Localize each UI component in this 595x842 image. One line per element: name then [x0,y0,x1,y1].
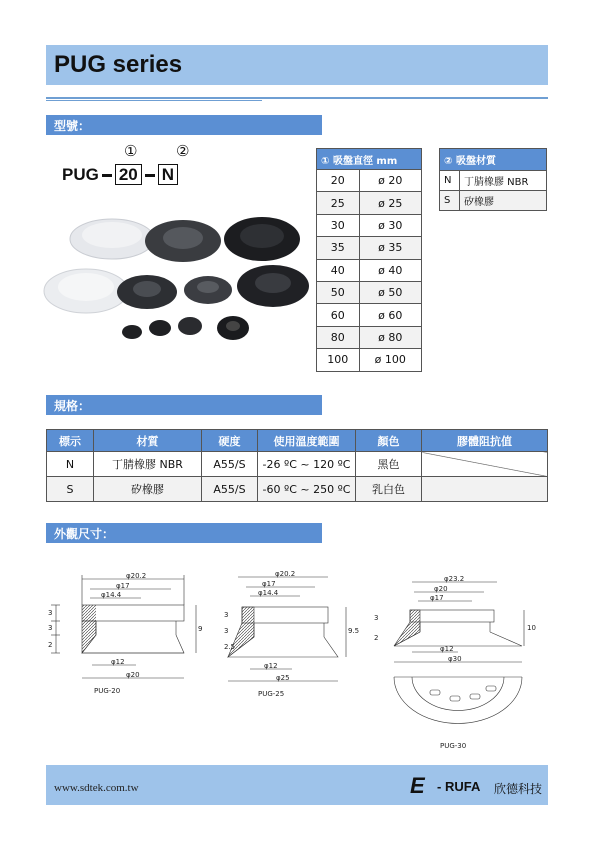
table-cell: 60 [317,304,360,326]
table-cell: S [440,191,460,211]
footer [46,765,548,805]
table-cell: A55/S [202,477,258,502]
diameter-table [316,148,422,372]
table-cell: 35 [317,237,360,259]
technical-drawing [220,565,360,705]
footer-url[interactable]: www.sdtek.com.tw [54,782,139,794]
brand-logo-name: - RUFA [437,779,481,794]
table-cell: 乳白色 [356,477,422,502]
dim-label: 3 [224,611,229,619]
table-cell: -26 ºC ~ 120 ºC [258,452,356,477]
table-cell: 80 [317,326,360,348]
table-cell: ø 30 [359,214,421,236]
section-dimensions: 外觀尺寸： [46,523,322,543]
spec-header: 使用溫度範圍 [258,430,356,452]
product-photo [40,205,310,365]
table-cell: N [47,452,94,477]
dim-label: φ17 [262,580,276,588]
table-cell: 50 [317,281,360,303]
material-table [439,148,547,211]
spec-header: 顏色 [356,430,422,452]
diameter-table-header: ① 吸盤直徑 mm [317,149,422,170]
model-material-box: N [158,164,178,185]
section-model: 型號： [46,115,322,135]
dim-label: φ17 [430,594,444,602]
title-divider [46,97,548,99]
dim-label: φ20 [126,671,140,679]
empty-cell [422,477,548,502]
dim-label: φ20.2 [275,570,296,578]
table-cell: ø 20 [359,170,421,192]
model-prefix: PUG [62,165,99,184]
model-code [62,164,178,185]
table-cell: N [440,171,460,191]
company-name: 欣德科技 [494,782,543,796]
material-table-header: ② 吸盤材質 [440,149,547,171]
table-cell: 矽橡膠 [460,191,547,211]
table-cell: 100 [317,349,360,371]
drawing-pug-25 [220,565,360,705]
table-cell: 矽橡膠 [94,477,202,502]
dim-label: 2 [48,641,53,649]
dim-label: φ20 [434,585,448,593]
table-cell: 丁腈橡膠 NBR [94,452,202,477]
drawing-caption: PUG-20 [94,687,121,695]
table-cell: 25 [317,192,360,214]
dim-label: φ20.2 [126,572,147,580]
dim-label: φ12 [111,658,125,666]
dim-label: 9.5 [348,627,360,635]
dim-label: 9 [198,625,203,633]
title-divider-short [46,100,262,101]
spec-header: 膠體阻抗值 [422,430,548,452]
table-cell: ø 80 [359,326,421,348]
page-title: PUG series [54,51,183,78]
table-cell: ø 60 [359,304,421,326]
table-cell: ø 35 [359,237,421,259]
marker-material: ② [176,142,190,160]
dim-label: 3 [224,627,229,635]
dim-label: φ17 [116,582,130,590]
table-cell: -60 ºC ~ 250 ºC [258,477,356,502]
dim-label: 3 [374,614,379,622]
marker-size: ① [124,142,138,160]
dim-label: 10 [527,624,536,632]
spec-table [46,429,548,502]
dim-label: 2.5 [224,643,236,651]
dim-label: φ12 [264,662,278,670]
model-size-box: 20 [115,164,142,185]
spec-header: 標示 [47,430,94,452]
empty-cell [422,452,548,477]
dim-label: 3 [48,624,53,632]
section-spec: 規格： [46,395,322,415]
dim-label: φ14.4 [101,591,122,599]
spec-header: 硬度 [202,430,258,452]
table-cell: ø 50 [359,281,421,303]
dim-label: 3 [48,609,53,617]
table-cell: ø 25 [359,192,421,214]
table-cell: 黑色 [356,452,422,477]
page-title-bar [46,45,548,85]
table-cell: ø 40 [359,259,421,281]
table-cell: S [47,477,94,502]
dim-label: φ23.2 [444,575,465,583]
table-cell: 40 [317,259,360,281]
dim-label: φ14.4 [258,589,279,597]
brand-logo-e: E [410,773,425,798]
table-cell: 30 [317,214,360,236]
table-cell: A55/S [202,452,258,477]
dim-label: φ25 [276,674,290,682]
spec-header: 材質 [94,430,202,452]
drawing-caption: PUG-30 [440,742,467,750]
table-cell: ø 100 [359,349,421,371]
dash [102,174,112,177]
dim-label: φ12 [440,645,454,653]
drawing-caption: PUG-25 [258,690,285,698]
drawing-pug-20 [46,565,206,705]
table-cell: 20 [317,170,360,192]
dash [145,174,155,177]
dim-label: 2 [374,634,379,642]
drawing-pug-30 [372,572,542,752]
table-cell: 丁腈橡膠 NBR [460,171,547,191]
dim-label: φ30 [448,655,462,663]
